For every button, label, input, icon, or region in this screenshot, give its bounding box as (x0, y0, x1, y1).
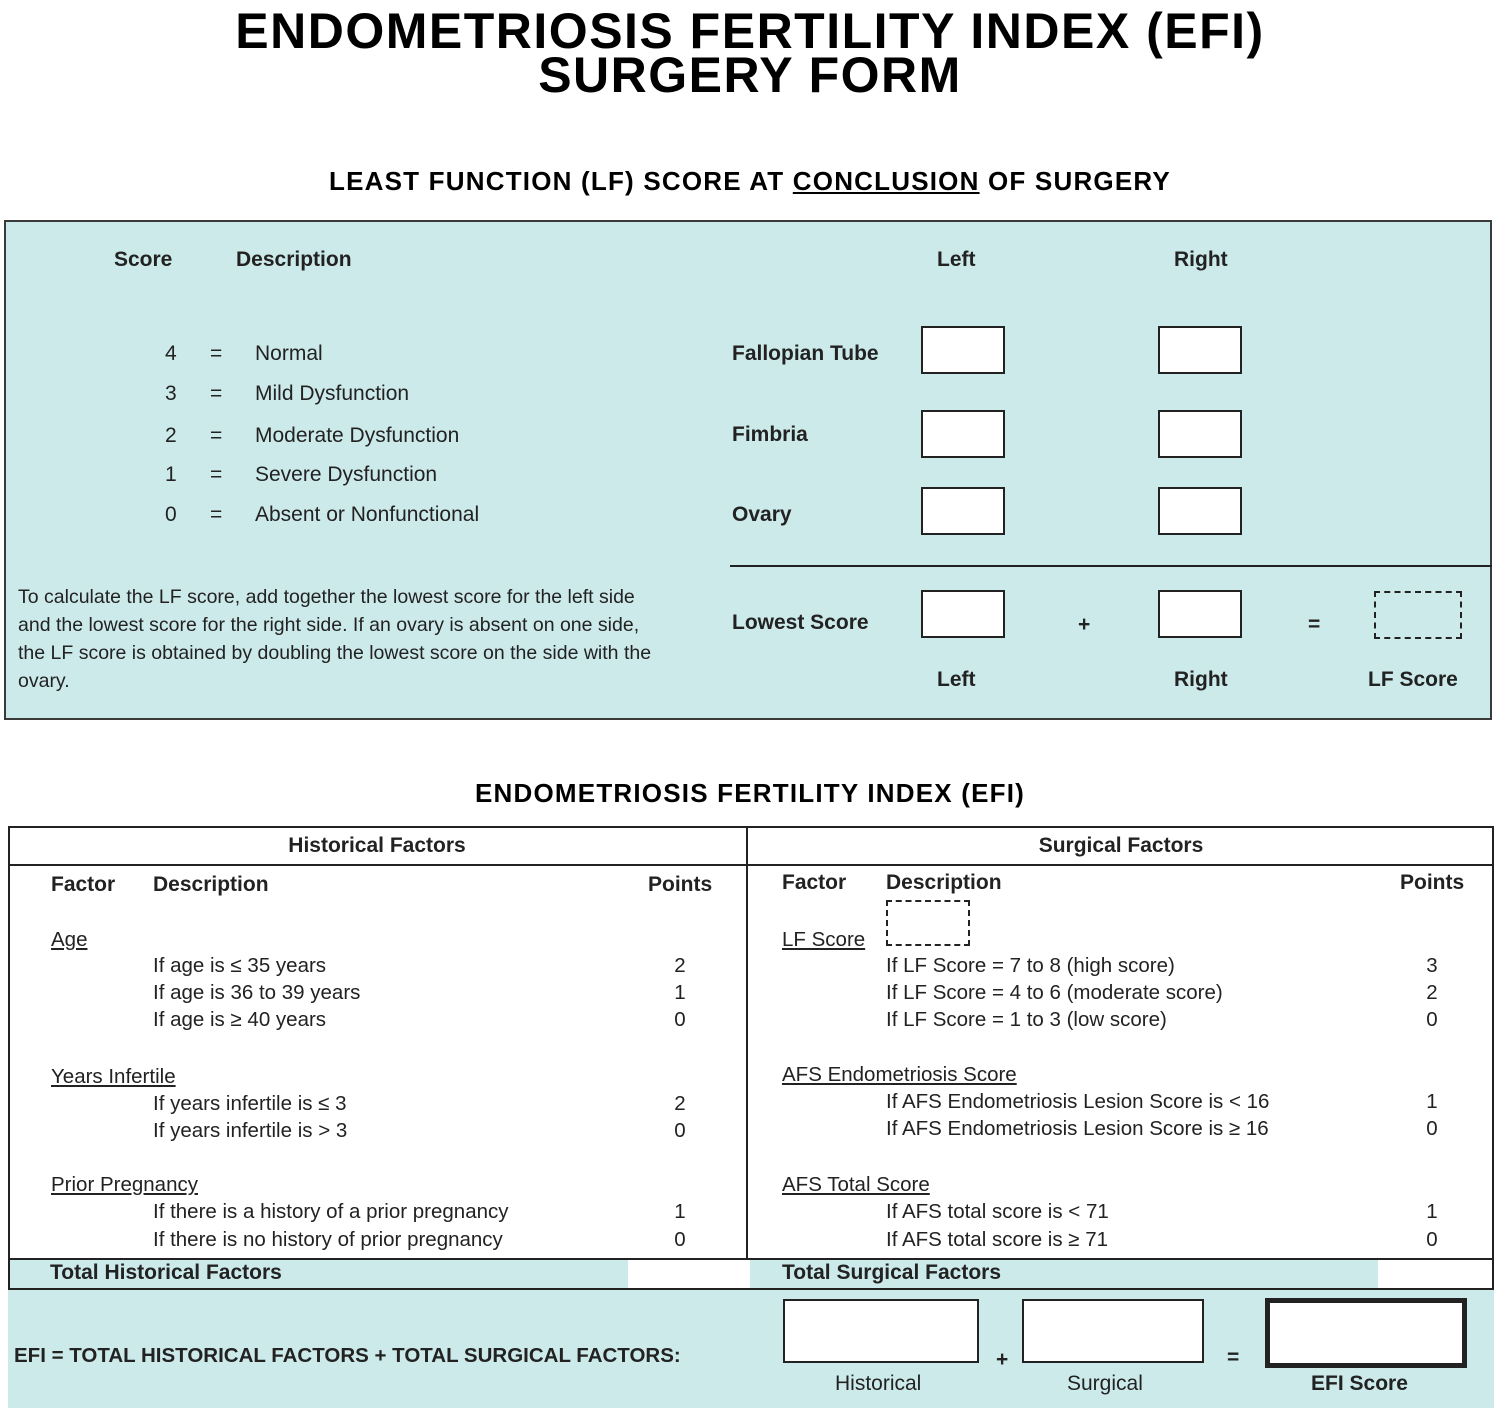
factor-afs-total-score: AFS Total Score (782, 1173, 930, 1196)
lf-heading-underlined: CONCLUSION (792, 166, 980, 196)
scale-score: 4 (165, 342, 177, 365)
lf-equals-sign: = (1308, 613, 1321, 636)
factor-row-points: 0 (674, 1119, 686, 1142)
formula-divider (8, 1288, 1494, 1290)
efi-score-caption: EFI Score (1311, 1372, 1408, 1395)
factor-lf-score: LF Score (782, 928, 866, 951)
total-historical-input[interactable] (628, 1260, 744, 1288)
fimbria-right-input[interactable] (1158, 410, 1242, 458)
lf-heading-pre: LEAST FUNCTION (LF) SCORE AT (329, 166, 793, 196)
factor-prior-pregnancy: Prior Pregnancy (51, 1173, 198, 1196)
efi-historical-caption: Historical (835, 1372, 922, 1395)
factor-row-description: If AFS Endometriosis Lesion Score is ≥ 16 (886, 1117, 1269, 1140)
factor-afs-endometriosis-score: AFS Endometriosis Score (782, 1063, 1017, 1086)
lowest-score-left-input[interactable] (921, 590, 1005, 638)
lf-score-caption: LF Score (1368, 668, 1458, 691)
factor-row-description: If years infertile is ≤ 3 (153, 1092, 347, 1115)
scale-score: 2 (165, 424, 177, 447)
factor-row-description: If there is no history of prior pregnancy (153, 1228, 503, 1251)
surgical-col-description: Description (886, 871, 1002, 894)
total-surgical-label: Total Surgical Factors (782, 1261, 1001, 1284)
efi-header-divider (8, 864, 1494, 866)
lowest-left-caption: Left (937, 668, 976, 691)
factor-age: Age (51, 928, 88, 951)
factor-row-points: 1 (1426, 1200, 1438, 1223)
surgical-col-factor: Factor (782, 871, 847, 894)
factor-row-points: 0 (1426, 1117, 1438, 1140)
factor-row-points: 2 (674, 1092, 686, 1115)
efi-section-heading: ENDOMETRIOSIS FERTILITY INDEX (EFI) (475, 778, 1025, 808)
factor-row-points: 0 (674, 1228, 686, 1251)
scale-equals: = (210, 463, 223, 486)
factor-row-description: If LF Score = 7 to 8 (high score) (886, 954, 1175, 977)
factor-row-points: 2 (1426, 981, 1438, 1004)
scale-equals: = (210, 342, 223, 365)
total-historical-label: Total Historical Factors (50, 1261, 282, 1284)
col-left-header: Left (937, 248, 976, 271)
surgical-factors-header: Surgical Factors (1038, 834, 1204, 857)
form-title-line2: SURGERY FORM (538, 47, 962, 103)
efi-surgical-input[interactable] (1022, 1299, 1204, 1363)
efi-formula-label: EFI = TOTAL HISTORICAL FACTORS + TOTAL SURGICAL FACTORS: (14, 1344, 681, 1367)
lowest-score-right-input[interactable] (1158, 590, 1242, 638)
col-score-header: Score (114, 248, 173, 271)
factor-row-description: If LF Score = 1 to 3 (low score) (886, 1008, 1167, 1031)
scale-equals: = (210, 382, 223, 405)
col-right-header: Right (1174, 248, 1228, 271)
factor-row-description: If AFS total score is < 71 (886, 1200, 1109, 1223)
lf-instructions: To calculate the LF score, add together the lowest score for the left side and the lowest score for the right side. If an ovary is absent on one side, the LF score is obtained by doubling the lowest score on the side with the ovary. (18, 586, 652, 692)
factor-row-points: 2 (674, 954, 686, 977)
scale-description: Mild Dysfunction (255, 382, 410, 405)
scale-description: Moderate Dysfunction (255, 424, 460, 447)
efi-surgical-caption: Surgical (1067, 1372, 1143, 1395)
factor-row-points: 1 (674, 981, 686, 1004)
factor-row-points: 1 (674, 1200, 686, 1223)
efi-plus-sign: + (996, 1348, 1009, 1371)
scale-description: Severe Dysfunction (255, 463, 438, 486)
form-title-line1: ENDOMETRIOSIS FERTILITY INDEX (EFI) (235, 3, 1265, 59)
historical-col-factor: Factor (51, 873, 116, 896)
scale-equals: = (210, 424, 223, 447)
col-description-header: Description (236, 248, 352, 271)
scale-description: Normal (255, 342, 323, 365)
lf-section-heading (0, 166, 1500, 197)
lf-score-entry-input[interactable] (886, 900, 970, 946)
scale-score: 0 (165, 503, 177, 526)
total-surgical-input[interactable] (1378, 1260, 1492, 1288)
historical-factors-header: Historical Factors (288, 834, 466, 857)
factor-row-description: If years infertile is > 3 (153, 1119, 348, 1142)
efi-score-result-input[interactable] (1265, 1298, 1467, 1368)
fimbria-left-input[interactable] (921, 410, 1005, 458)
efi-equals-sign: = (1227, 1346, 1240, 1369)
lf-divider (730, 565, 1492, 567)
fallopian-tube-right-input[interactable] (1158, 326, 1242, 374)
historical-col-description: Description (153, 873, 269, 896)
organ-label-fimbria: Fimbria (732, 423, 808, 446)
factor-row-points: 0 (1426, 1008, 1438, 1031)
factor-row-points: 0 (674, 1008, 686, 1031)
organ-label-ovary: Ovary (732, 503, 792, 526)
factor-row-points: 0 (1426, 1228, 1438, 1251)
efi-historical-input[interactable] (783, 1299, 979, 1363)
factor-row-description: If there is a history of a prior pregnancy (153, 1200, 509, 1223)
factor-row-description: If age is ≤ 35 years (153, 954, 327, 977)
factor-row-points: 3 (1426, 954, 1438, 977)
ovary-left-input[interactable] (921, 487, 1005, 535)
efi-column-divider (746, 826, 748, 1260)
fallopian-tube-left-input[interactable] (921, 326, 1005, 374)
scale-score: 1 (165, 463, 177, 486)
lowest-score-label: Lowest Score (732, 611, 869, 634)
historical-col-points: Points (648, 873, 713, 896)
lowest-right-caption: Right (1174, 668, 1228, 691)
factor-row-description: If age is ≥ 40 years (153, 1008, 327, 1031)
lf-score-result-input[interactable] (1374, 591, 1462, 639)
factor-row-points: 1 (1426, 1090, 1438, 1113)
scale-score: 3 (165, 382, 177, 405)
factor-row-description: If LF Score = 4 to 6 (moderate score) (886, 981, 1223, 1004)
factor-row-description: If age is 36 to 39 years (153, 981, 361, 1004)
ovary-right-input[interactable] (1158, 487, 1242, 535)
scale-equals: = (210, 503, 223, 526)
factor-row-description: If AFS total score is ≥ 71 (886, 1228, 1109, 1251)
lf-heading-post: OF SURGERY (979, 166, 1171, 196)
scale-description: Absent or Nonfunctional (255, 503, 480, 526)
factor-row-description: If AFS Endometriosis Lesion Score is < 16 (886, 1090, 1270, 1113)
factor-years-infertile: Years Infertile (51, 1065, 176, 1088)
organ-label-fallopian-tube: Fallopian Tube (732, 342, 879, 365)
lf-plus-sign: + (1078, 613, 1091, 636)
surgical-col-points: Points (1400, 871, 1465, 894)
